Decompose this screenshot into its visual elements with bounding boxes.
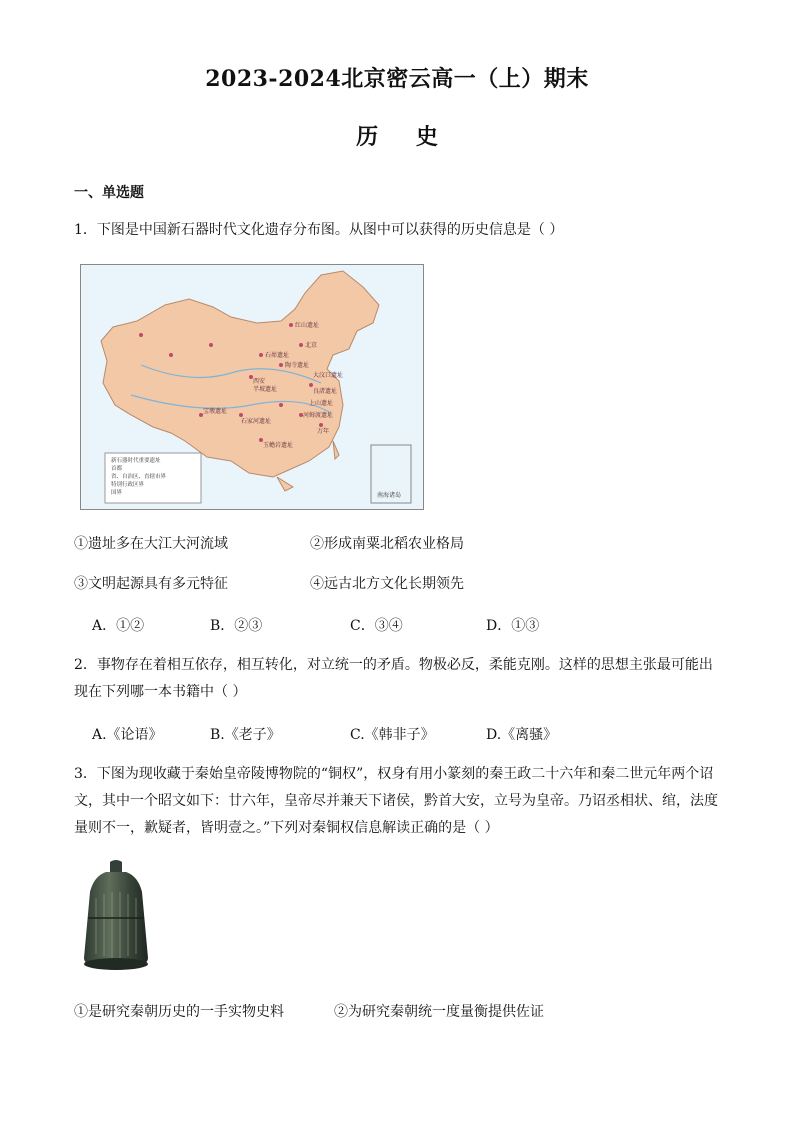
legend-item: 国界: [111, 490, 123, 496]
q2-stem-line1: 2．事物存在着相互依存，相互转化，对立统一的矛盾。物极必反，柔能克刚。这样的思想主张最可能出: [74, 657, 713, 673]
legend-item: 首都: [111, 466, 123, 472]
china-neolithic-map: [80, 264, 424, 510]
map-label: 宝墩遗址: [203, 408, 228, 415]
q3-statement-1: ①是研究秦朝历史的一手实物史料: [74, 1004, 284, 1020]
q1-statement-4: ④远古北方文化长期领先: [310, 576, 464, 592]
q1-option-a[interactable]: A．①②: [92, 618, 145, 634]
map-label: 半坡遗址: [253, 386, 278, 393]
map-label: 大汶口遗址: [313, 372, 344, 379]
q3-statement-2: ②为研究秦朝统一度量衡提供佐证: [334, 1004, 544, 1020]
q2-option-a[interactable]: A.《论语》: [92, 727, 163, 743]
q1-statement-3: ③文明起源具有多元特征: [74, 576, 228, 592]
inset-label: 南海诸岛: [377, 492, 402, 499]
q1-option-b[interactable]: B．②③: [210, 618, 263, 634]
q3-stem-line1: 3．下图为现收藏于秦始皇帝陵博物院的“铜权”，权身有用小篆刻的秦王政二十六年和秦二世元年两个诏: [74, 766, 714, 782]
legend-item: 新石器时代重要遗址: [111, 458, 161, 464]
map-label: 上山遗址: [309, 400, 334, 407]
legend-item: 省、自治区、直辖市界: [111, 474, 167, 480]
q2-option-c[interactable]: C.《韩非子》: [350, 727, 435, 743]
map-label: 石峁遗址: [265, 352, 290, 359]
legend-item: 特别行政区界: [111, 482, 145, 488]
map-label: 红山遗址: [295, 322, 320, 329]
map-label: 河姆渡遗址: [303, 412, 334, 419]
q1-statement-2: ②形成南粟北稻农业格局: [310, 536, 464, 552]
bronze-weight-image: [74, 858, 158, 976]
q2-option-d[interactable]: D.《离骚》: [486, 727, 558, 743]
map-label: 西安: [253, 378, 266, 385]
section-heading: 一、单选题: [74, 185, 144, 201]
subject-title: 历 史: [356, 124, 438, 150]
q1-stem: 1．下图是中国新石器时代文化遗存分布图。从图中可以获得的历史信息是（ ）: [74, 222, 564, 238]
q2-stem-line2: 现在下列哪一本书籍中（ ）: [74, 684, 247, 700]
q3-stem-line3: 量则不一，歉疑者，皆明壹之。”下列对秦铜权信息解读正确的是（ ）: [74, 820, 499, 836]
document-title: 2023-2024北京密云高一（上）期末: [205, 66, 589, 92]
q1-statement-1: ①遗址多在大江大河流域: [74, 536, 228, 552]
map-label: 北京: [305, 342, 318, 349]
map-label: 陶寺遗址: [285, 362, 310, 369]
q1-option-d[interactable]: D．①③: [486, 618, 540, 634]
map-label: 良渚遗址: [313, 388, 338, 395]
q1-option-c[interactable]: C．③④: [350, 618, 403, 634]
map-label: 玉蟾岩遗址: [263, 442, 294, 449]
q3-stem-line2: 文，其中一个昭文如下：廿六年，皇帝尽并兼天下诸侯，黔首大安，立号为皇帝。乃诏丞相状、绾，法度: [74, 793, 718, 809]
map-label: 万年: [317, 428, 330, 435]
q2-option-b[interactable]: B.《老子》: [210, 727, 281, 743]
map-label: 石家河遗址: [241, 418, 272, 425]
